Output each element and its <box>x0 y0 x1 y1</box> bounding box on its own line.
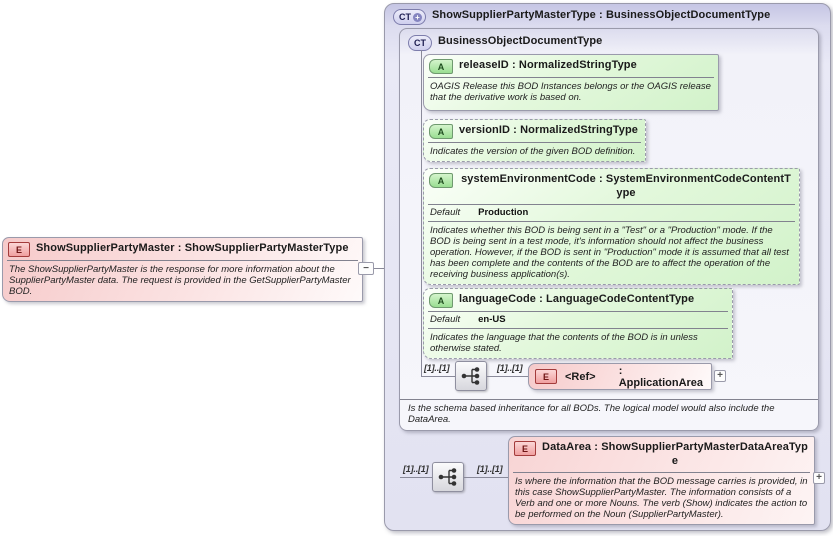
base-type-footer <box>400 399 818 429</box>
connector-line <box>421 50 422 377</box>
attribute-icon: A <box>429 173 453 188</box>
element-icon: E <box>535 369 557 384</box>
sequence-compositor-icon[interactable] <box>432 462 464 492</box>
attribute-header <box>424 169 799 203</box>
element-header <box>3 238 362 259</box>
cardinality-label: [1]..[1] <box>424 363 450 373</box>
attribute-header <box>424 55 718 76</box>
attribute-icon: A <box>429 293 453 308</box>
attribute-icon: A <box>429 124 453 139</box>
element-annotation: Is where the information that the BOD message carries is provided, in this case ShowSupplierPartyMaster. The information consists of a Verb and one or more Nouns. The verb (Show) indicates the action to be performed on the Noun (SupplierPartyMaster). <box>515 475 808 520</box>
attribute-header <box>424 289 732 310</box>
element-title: DataArea : ShowSupplierPartyMasterDataAreaType <box>542 441 808 467</box>
attribute-title: versionID : NormalizedStringType <box>459 124 639 136</box>
complex-type-title: ShowSupplierPartyMasterType : BusinessObjectDocumentType <box>432 9 771 21</box>
expand-toggle-applicationarea[interactable]: + <box>714 370 726 382</box>
base-type-annotation: Is the schema based inheritance for all BODs. The logical model would also include the DataArea. <box>408 403 775 426</box>
attribute-icon: A <box>429 59 453 74</box>
default-label: Default <box>430 206 461 218</box>
element-box-applicationarea-ref[interactable] <box>528 363 712 390</box>
attribute-title: systemEnvironmentCode : SystemEnvironmentCodeContentType <box>461 173 791 199</box>
attribute-header <box>424 120 645 141</box>
complex-type-icon-label: CT <box>399 12 411 22</box>
complex-type-icon: CT <box>408 35 432 51</box>
connector-line <box>464 477 508 478</box>
attribute-box-versionid[interactable] <box>423 119 646 162</box>
default-value: Production <box>478 206 529 218</box>
element-title: ShowSupplierPartyMaster : ShowSupplierPartyMasterType <box>36 242 349 254</box>
connector-line <box>400 477 432 478</box>
cardinality-label: [1]..[1] <box>497 363 523 373</box>
attribute-title: releaseID : NormalizedStringType <box>459 59 637 71</box>
attribute-title: languageCode : LanguageCodeContentType <box>459 293 695 305</box>
attribute-box-releaseid[interactable] <box>423 54 719 111</box>
base-type-header <box>403 31 819 53</box>
default-row <box>424 205 799 220</box>
complex-type-plus-icon <box>393 9 426 25</box>
element-icon: E <box>514 441 536 456</box>
complex-type-header <box>388 5 833 27</box>
connector-line <box>487 376 528 377</box>
cardinality-label: [1]..[1] <box>403 464 429 474</box>
attribute-annotation: Indicates whether this BOD is being sent in a "Test" or a "Production" mode. If the BOD is being sent in a test mode, it's information should not affect the business operation. However, if the BOD is sent in "Production" mode it is assumed that all test has been complete and the contents of the BOD are to affect the operation of the receiving business application(s). <box>430 224 789 280</box>
element-annotation: The ShowSupplierPartyMaster is the response for more information about the SupplierPartyMaster data. The request is provided in the GetSupplierPartyMaster BOD. <box>9 264 351 298</box>
derived-plus-icon: + <box>413 13 422 22</box>
collapse-toggle[interactable]: − <box>358 262 374 275</box>
sequence-glyph <box>434 463 462 491</box>
expand-toggle-dataarea[interactable]: + <box>813 472 825 484</box>
default-value: en-US <box>478 314 506 325</box>
connector-line <box>422 376 455 377</box>
attribute-annotation: Indicates the language that the contents of the BOD is in unless otherwise stated. <box>430 332 698 355</box>
ref-element-name: <Ref> <box>565 370 596 383</box>
default-label: Default <box>430 314 461 325</box>
ref-element-type: : ApplicationArea <box>618 364 704 389</box>
element-header <box>509 437 814 471</box>
element-box-showsupplierpartymaster[interactable] <box>2 237 363 302</box>
attribute-annotation: Indicates the version of the given BOD definition. <box>430 146 636 157</box>
attribute-box-systemenvironmentcode[interactable] <box>423 168 800 285</box>
attribute-annotation: OAGIS Release this BOD Instances belongs or the OAGIS release that the derivative work is based on. <box>430 81 711 104</box>
sequence-compositor-icon[interactable] <box>455 361 487 391</box>
element-box-dataarea[interactable] <box>508 436 815 525</box>
element-icon: E <box>8 242 30 257</box>
sequence-glyph <box>457 362 485 390</box>
attribute-box-languagecode[interactable] <box>423 288 733 359</box>
base-type-title: BusinessObjectDocumentType <box>438 35 603 47</box>
default-row <box>424 312 732 327</box>
cardinality-label: [1]..[1] <box>477 464 503 474</box>
